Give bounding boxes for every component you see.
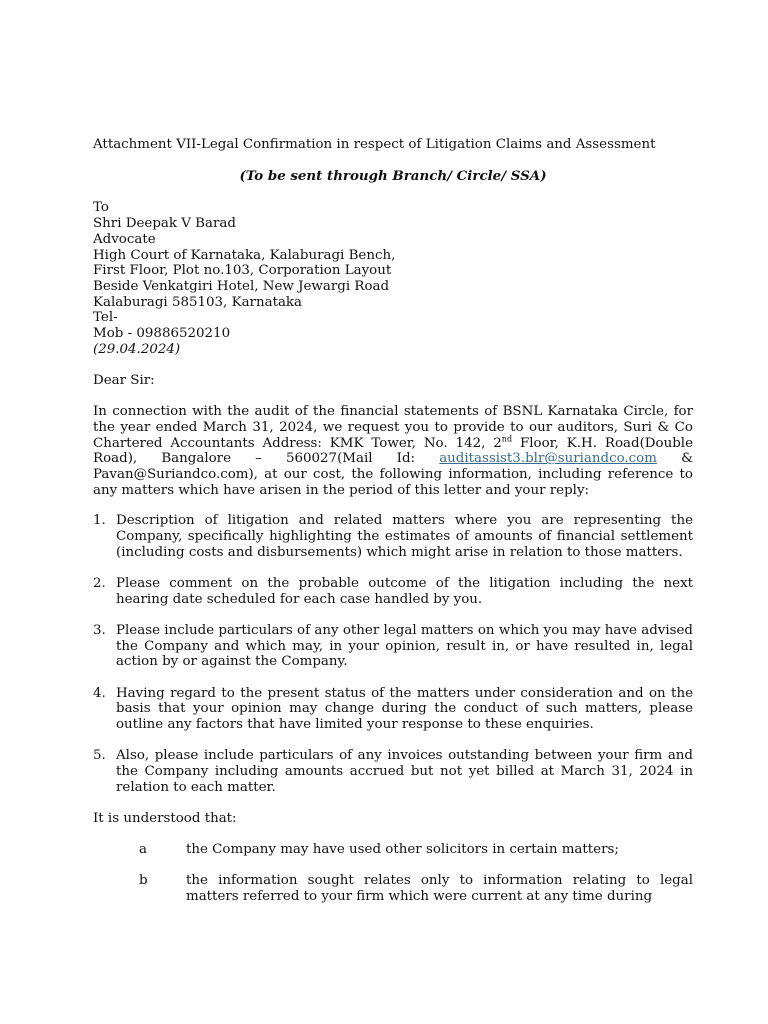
- recipient-address: [93, 200, 693, 357]
- list-item: [93, 513, 693, 560]
- address-line: Beside Venkatgiri Hotel, New Jewargi Road: [93, 278, 390, 294]
- intro-text: Floor, K.H. Road(Double Road), Bangalore – 560027(Mail Id:: [93, 435, 693, 467]
- address-line: Mob - 09886520210: [93, 326, 231, 342]
- intro-text: & Pavan@Suriandco.com), at our cost, the following information, including reference to any matters which have arisen in the period of this letter and your reply:: [93, 451, 693, 498]
- address-line: High Court of Karnataka, Kalaburagi Bench,: [93, 247, 396, 263]
- document-title: Attachment VII-Legal Confirmation in respect of Litigation Claims and Assessment: [93, 137, 656, 152]
- list-item: [93, 748, 693, 795]
- address-line: First Floor, Plot no.103, Corporation Layout: [93, 263, 392, 279]
- list-item: [93, 686, 693, 733]
- list-item: [93, 623, 693, 670]
- address-line: To: [93, 200, 109, 216]
- address-line: Tel-: [93, 310, 118, 326]
- request-list: [93, 513, 693, 795]
- letter-page: [93, 137, 693, 920]
- item-number: 3.: [93, 623, 106, 639]
- document-subtitle: (To be sent through Branch/ Circle/ SSA): [239, 167, 547, 184]
- item-text: Having regard to the present status of the matters under consideration and on the basis that your opinion may change during the conduct of such matters, please outline any factors that have limited your response to these enquiries.: [116, 685, 693, 733]
- item-number: 4.: [93, 685, 106, 701]
- item-text: Please include particulars of any other legal matters on which you may have advised the Company and which may, in your opinion, result in, or have resulted in, legal action by or against the Company.: [116, 623, 693, 670]
- item-text: the Company may have used other solicitors in certain matters;: [186, 841, 619, 857]
- item-text: the information sought relates only to information relating to legal matters referred to your firm which were current at any time during: [186, 873, 693, 904]
- item-text: Please comment on the probable outcome of the litigation including the next hearing date scheduled for each case handled by you.: [116, 576, 693, 607]
- letter-date: (29.04.2024): [93, 341, 181, 357]
- item-number: 5.: [93, 748, 106, 764]
- ordinal-suffix: nd: [501, 434, 513, 444]
- understood-heading: It is understood that:: [93, 811, 237, 827]
- address-line: Kalaburagi 585103, Karnataka: [93, 294, 303, 310]
- list-item: [93, 873, 693, 904]
- item-text: Description of litigation and related matters where you are representing the Company, specifically highlighting the estimates of amounts of financial settlement (including costs and disbursements) which might arise in relation to those matters.: [116, 513, 693, 560]
- address-line: Shri Deepak V Barad: [93, 216, 236, 232]
- intro-paragraph: [93, 404, 693, 498]
- item-letter: a: [139, 841, 147, 857]
- item-number: 1.: [93, 513, 106, 529]
- item-number: 2.: [93, 576, 106, 592]
- address-line: Advocate: [93, 231, 156, 247]
- understood-list: [93, 842, 693, 905]
- list-item: [93, 576, 693, 607]
- salutation: Dear Sir:: [93, 373, 155, 389]
- list-item: [93, 842, 693, 858]
- email-link[interactable]: auditassist3.blr@suriandco.com: [439, 451, 657, 467]
- item-text: Also, please include particulars of any invoices outstanding between your firm and the Company including amounts accrued but not yet billed at March 31, 2024 in relation to each matter.: [116, 748, 693, 795]
- intro-text: In connection with the audit of the financial statements of BSNL Karnataka Circle, for the year ended March 31, 2024, we request you to provide to our auditors, Suri & Co Chartered Accountants Address: KMK Tower, No. 142, 2: [93, 404, 693, 451]
- item-letter: b: [139, 873, 148, 889]
